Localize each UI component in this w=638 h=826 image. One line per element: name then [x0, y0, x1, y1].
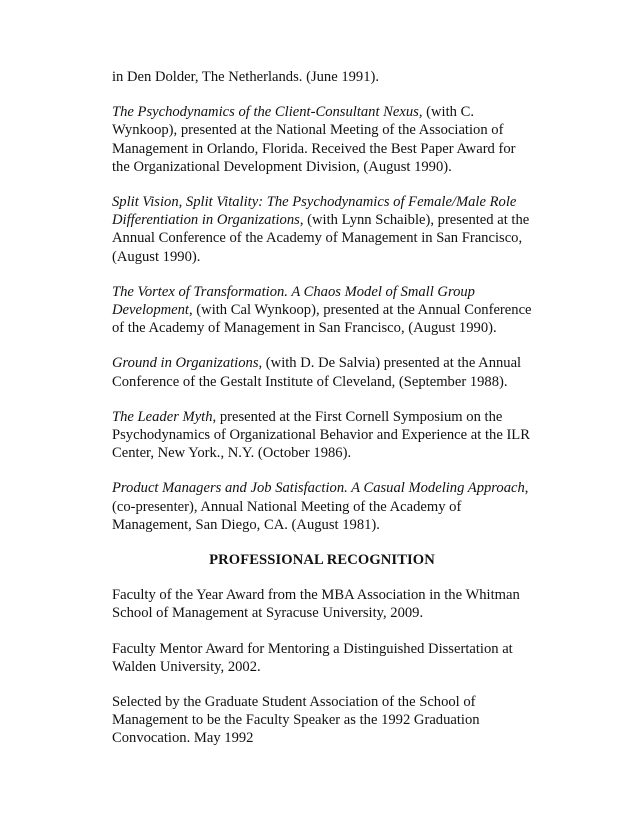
presentation-entry	[112, 408, 532, 463]
presentation-details: , (with Lynn Schaible), presented at the Annual Conference of the Academy of Management in San Francisco, (August 1990).	[112, 212, 530, 265]
continuation-text: in Den Dolder, The Netherlands. (June 1991).	[112, 69, 380, 85]
presentation-entry	[112, 479, 532, 534]
presentation-details: , (with C. Wynkoop), presented at the National Meeting of the Association of Management in Orlando, Florida. Received the Best Paper Award for the Organizational Development Division, (August 1990).	[112, 104, 516, 175]
presentation-details: , (with Cal Wynkoop), presented at the Annual Conference of the Academy of Management in San Francisco, (August 1990).	[112, 302, 532, 337]
presentation-title: Split Vision, Split Vitality: The Psychodynamics of Female/Male Role Differentiation in Organizations	[112, 194, 517, 229]
presentation-title: Ground in Organizations	[112, 355, 259, 372]
presentation-title: The Leader Myth	[112, 408, 213, 425]
recognition-item: Faculty Mentor Award for Mentoring a Distinguished Dissertation at Walden University, 2002.	[112, 640, 513, 675]
presentation-entry	[112, 354, 532, 390]
presentation-details: , (with D. De Salvia) presented at the Annual Conference of the Gestalt Institute of Cleveland, (September 1988).	[112, 355, 522, 390]
recognition-item: Selected by the Graduate Student Association of the School of Management to be the Faculty Speaker as the 1992 Graduation Convocation. May 1992	[112, 694, 480, 747]
section-heading: PROFESSIONAL RECOGNITION	[209, 552, 435, 569]
presentation-entry	[112, 283, 532, 338]
recognition-item: Faculty of the Year Award from the MBA Association in the Whitman School of Management at Syracuse University, 2009.	[112, 587, 520, 622]
presentation-title: Product Managers and Job Satisfaction. A Casual Modeling Approach	[112, 480, 525, 497]
presentation-title: The Vortex of Transformation. A Chaos Model of Small Group Development	[112, 283, 475, 319]
presentation-entry	[112, 193, 532, 266]
presentation-title: The Psychodynamics of the Client-Consultant Nexus	[112, 104, 419, 121]
document-page	[112, 68, 532, 765]
presentation-details: , presented at the First Cornell Symposium on the Psychodynamics of Organizational Behavior and Experience at the ILR Center, New York., N.Y. (October 1986).	[112, 408, 530, 462]
presentation-details: , (co-presenter), Annual National Meeting of the Academy of Management, San Diego, CA. (August 1981).	[112, 480, 529, 533]
presentation-entry	[112, 103, 532, 176]
